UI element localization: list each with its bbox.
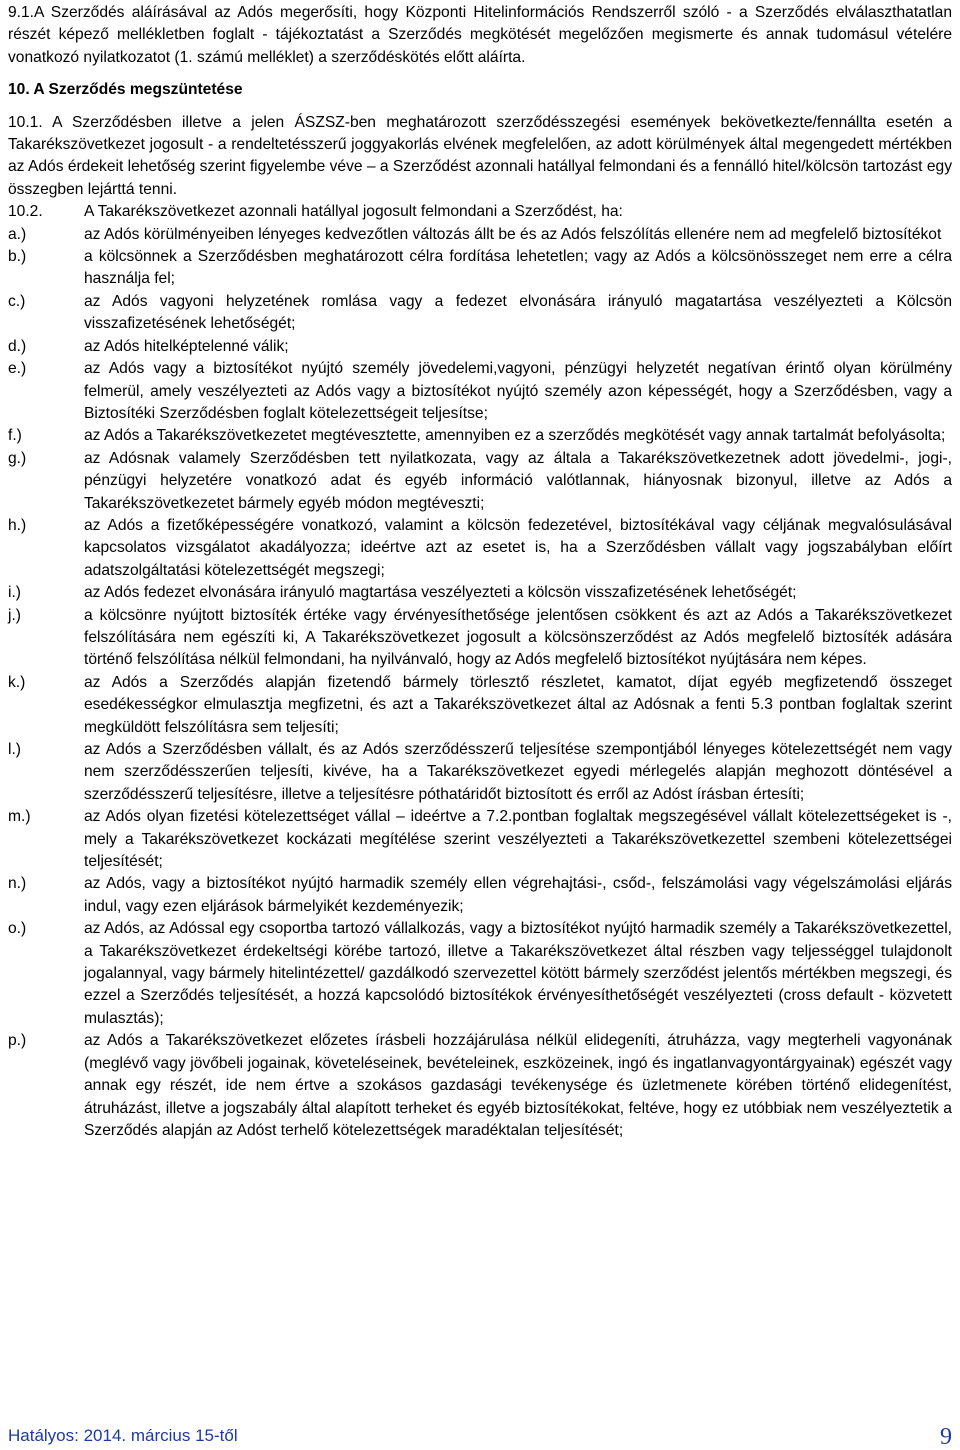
list-item-label: o.) xyxy=(8,920,27,938)
list-item xyxy=(8,605,952,672)
list-item-text: az Adós a Takarékszövetkezet előzetes írásbeli hozzájárulása nélkül elidegeníti, átruházza, vagy megterheli vagyonának (meglévő vagy jövőbeli jogainak, követeléseinek, bevételeinek, eszközeinek, ingó és ingatlanvagyontárgyainak) egészét vagy annak egy részét, ide nem értve a szokásos gazdasági tevékenysége és üzletmenete körében történő elidegenítést, átruházást, illetve a jogszabály által alapított terheket és egyéb biztosítékokat, feltéve, hogy ez utóbbiak nem veszélyeztetik a Szerződés alapján az Adóst terhelő kötelezettségek maradéktalan teljesítését; xyxy=(84,1032,952,1139)
list-item-label: b.) xyxy=(8,248,27,266)
list-item-text: az Adós a Szerződés alapján fizetendő bármely törlesztő részletet, kamatot, díjat egyéb megfizetendő összeget esedékességkor elmulasztja megfizetni, és azt a Takarékszövetkezet által az Adósnak a fenti 5.3 pontban foglaltak szerint megküldött felszólításra sem teljesíti; xyxy=(84,673,952,736)
effective-date: Hatályos: 2014. március 15-től xyxy=(8,1426,238,1445)
list-item-label: f.) xyxy=(8,427,22,445)
list-item-label: d.) xyxy=(8,337,27,355)
list-item-text: a kölcsönre nyújtott biztosíték értéke vagy érvényesíthetősége jelentősen csökkent és azt az Adós a Takarékszövetkezet felszólítására nem egészíti ki, A Takarékszövetkezet jogosult a kölcsönszerződést az Adós megfelelő biztosíték adására történő felszólítása nélkül felmondani, ha nyilvánvaló, hogy az Adós megfelelő biztosítékot nyújtására nem képes. xyxy=(84,606,952,669)
list-item-text: az Adós, vagy a biztosítékot nyújtó harmadik személy ellen végrehajtási-, csőd-, felszámolási vagy végelszámolási eljárás indul, vagy ezen eljárások bármelyikét kezdeményezik; xyxy=(84,875,952,915)
paragraph-10-2 xyxy=(8,201,952,223)
list-item-label: g.) xyxy=(8,449,27,467)
paragraph-10-1: 10.1. A Szerződésben illetve a jelen ÁSZSZ-ben meghatározott szerződésszegési események bekövetkezte/fennállta esetén a Takarékszövetkezet jogosult - a rendeltetésszerű joggyakorlás elvének megfelelően, az adott körülmények által megengedett mértékben az Adós érdekeit lehetőség szerint figyelembe véve – a Szerződést azonnali hatállyal felmondani és a fennálló hitel/kölcsön tartozást egy összegben lejárttá tenni. xyxy=(8,113,952,198)
list-item-label: a.) xyxy=(8,225,27,243)
list-item xyxy=(8,515,952,582)
list-item-text: az Adós a Takarékszövetkezetet megtévesztette, amennyiben ez a szerződés megkötését vagy annak tartalmát befolyásolta; xyxy=(84,427,946,445)
list-item xyxy=(8,918,952,1030)
list-item xyxy=(8,873,952,918)
list-item-text: az Adós, az Adóssal egy csoportba tartozó vállalkozás, vagy a biztosítékot nyújtó harmadik személy a Takarékszövetkezettel, a Takarékszövetkezet érdekeltségi körébe tartozó, illetve a Takarékszövetkezet által részben vagy teljességgel tulajdonolt jogalannyal, vagy bármely hitelintézettel/ gazdálkodó szervezettel kötött bármely szerződést jelentős mértékben megszegi, és ezzel a Szerződés teljesítését, a hozzá kapcsolódó biztosítékok érvényesíthetőségét veszélyezteti (cross default - közvetett mulasztás); xyxy=(84,920,952,1027)
list-item-label: c.) xyxy=(8,292,26,310)
list-item xyxy=(8,582,952,604)
list-item-label: k.) xyxy=(8,673,26,691)
list-item xyxy=(8,291,952,336)
list-item xyxy=(8,739,952,806)
paragraph-9-1: 9.1.A Szerződés aláírásával az Adós megerősíti, hogy Központi Hitelinformációs Rendszerről szóló - a Szerződés elválaszthatatlan részét képező mellékletben foglalt - tájékoztatást a Szerződés megkötését megelőzően megismerte és annak tudomásul vételére vonatkozó nyilatkozatot (1. számú melléklet) a szerződéskötés előtt aláírta. xyxy=(8,4,952,66)
list-item-text: az Adós a fizetőképességére vonatkozó, valamint a kölcsön fedezetével, biztosítékával vagy céljának megvalósulásával kapcsolatos vizsgálatot akadályozza; ideértve azt az esetet is, ha a Szerződésben vállalt vagy jogszabályban előírt adatszolgáltatási kötelezettségét megszegi; xyxy=(84,516,952,579)
list-item-text: az Adósnak valamely Szerződésben tett nyilatkozata, vagy az általa a Takarékszövetkezetnek adott jövedelmi-, jogi-, pénzügyi helyzetére vonatkozó adat és egyéb információ valótlannak, hiányosnak bizonyul, illetve az Adós a Takarékszövetkezetet bármely egyéb módon megtéveszti; xyxy=(84,449,952,512)
list-item xyxy=(8,672,952,739)
section-heading-10: 10. A Szerződés megszüntetése xyxy=(8,81,243,99)
list-item xyxy=(8,358,952,425)
list-item-label: m.) xyxy=(8,808,31,826)
list-item xyxy=(8,425,952,447)
page-number: 9 xyxy=(940,1424,952,1450)
list-item-label: p.) xyxy=(8,1032,27,1050)
list-item-text: az Adós vagy a biztosítékot nyújtó személy jövedelemi,vagyoni, pénzügyi helyzetét negatívan érintő olyan körülmény felmerül, amely veszélyezteti az Adós vagy a biztosítékot nyújtó személy azon képességét, hogy a Szerződésben, vagy a Biztosítéki Szerződésben foglalt kötelezettségeit teljesítse; xyxy=(84,360,952,422)
list-item xyxy=(8,806,952,873)
list-item xyxy=(8,224,952,246)
list-item-label: h.) xyxy=(8,516,27,534)
list-item-text: az Adós vagyoni helyzetének romlása vagy a fedezet elvonására irányuló magatartása veszélyezteti a Kölcsön visszafizetésének lehetőségét; xyxy=(84,292,952,333)
list-item xyxy=(8,1030,952,1142)
list-item xyxy=(8,448,952,515)
list-item xyxy=(8,246,952,291)
list-item-label: l.) xyxy=(8,741,21,758)
paragraph-10-2-label: 10.2. xyxy=(8,203,43,221)
list-item-text: az Adós hitelképtelenné válik; xyxy=(84,337,289,355)
list-item-text: az Adós körülményeiben lényeges kedvezőtlen változás állt be és az Adós felszólítás ellenére nem ad megfelelő biztosítékot xyxy=(84,225,942,243)
paragraph-10-2-text: A Takarékszövetkezet azonnali hatállyal jogosult felmondani a Szerződést, ha: xyxy=(84,203,623,221)
list-item-label: e.) xyxy=(8,360,27,378)
list-item-label: i.) xyxy=(8,584,21,602)
termination-conditions-list xyxy=(8,224,952,1143)
list-item-text: az Adós fedezet elvonására irányuló magtartása veszélyezteti a kölcsön visszafizetésének lehetőségét; xyxy=(84,584,797,602)
list-item-text: az Adós a Szerződésben vállalt, és az Adós szerződésszerű teljesítése szempontjából lényeges kötelezettségét nem vagy nem szerződésszerűen teljesíti, kivéve, ha a Takarékszövetkezet egyedi mérlegelés alapján meghozott döntésével a szerződésszerű teljesítésre, illetve a teljesítésre póthatáridőt biztosított és erről az Adóst írásban értesíti; xyxy=(84,741,952,803)
list-item-text: az Adós olyan fizetési kötelezettséget vállal – ideértve a 7.2.pontban foglaltak megszegésével vállalt kötelezettségeket is -, mely a Takarékszövetkezet kockázati megítélése szerint veszélyezteti a Takarékszövetkezettel szembeni kötelezettségei teljesítését; xyxy=(84,808,952,871)
list-item-label: j.) xyxy=(8,606,21,624)
list-item-text: a kölcsönnek a Szerződésben meghatározott célra fordítása lehetetlen; vagy az Adós a kölcsönösszeget nem erre a célra használja fel; xyxy=(84,248,952,288)
list-item xyxy=(8,336,952,358)
document-page xyxy=(8,2,952,1142)
list-item-label: n.) xyxy=(8,875,27,893)
